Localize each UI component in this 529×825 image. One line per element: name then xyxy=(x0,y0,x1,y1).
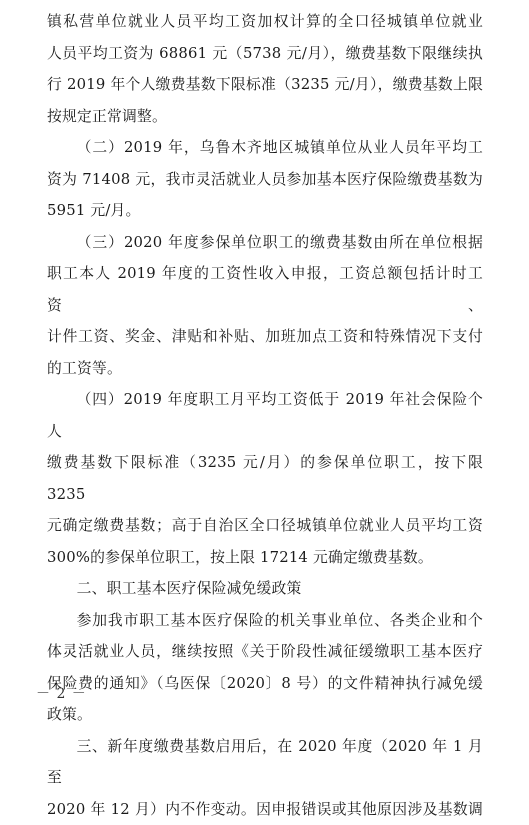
text-line: 人员平均工资为 68861 元（5738 元/月），缴费基数下限继续执 xyxy=(47,38,483,70)
text-line: 按规定正常调整。 xyxy=(47,101,483,133)
policy-line: 参加我市职工基本医疗保险的机关事业单位、各类企业和个 xyxy=(47,605,483,637)
text-line: 职工本人 2019 年度的工资性收入申报，工资总额包括计时工资、 xyxy=(47,258,483,321)
text-line: 缴费基数下限标准（3235 元/月）的参保单位职工，按下限 3235 xyxy=(47,447,483,510)
section-heading: 二、职工基本医疗保险减免缓政策 xyxy=(47,573,483,605)
text-line: 保险费的通知》（乌医保〔2020〕8 号）的文件精神执行减免缓 xyxy=(47,668,483,700)
section-heading-three-line: 三、新年度缴费基数启用后，在 2020 年度（2020 年 1 月至 xyxy=(47,731,483,794)
text-line: 体灵活就业人员，继续按照《关于阶段性减征缓缴职工基本医疗 xyxy=(47,636,483,668)
text-line: 5951 元/月。 xyxy=(47,195,483,227)
text-line: 2020 年 12 月）内不作变动。因申报错误或其他原因涉及基数调 xyxy=(47,794,483,825)
text-line: 的工资等。 xyxy=(47,353,483,385)
page-number: － 2 － xyxy=(36,683,87,703)
text-line: 镇私营单位就业人员平均工资加权计算的全口径城镇单位就业 xyxy=(47,6,483,38)
section-two-line: （二）2019 年，乌鲁木齐地区城镇单位从业人员年平均工 xyxy=(47,132,483,164)
section-four-line: （四）2019 年度职工月平均工资低于 2019 年社会保险个人 xyxy=(47,384,483,447)
text-line: 政策。 xyxy=(47,699,483,731)
body-text xyxy=(47,6,483,825)
section-three-line: （三）2020 年度参保单位职工的缴费基数由所在单位根据 xyxy=(47,227,483,259)
text-line: 300%的参保单位职工，按上限 17214 元确定缴费基数。 xyxy=(47,542,483,574)
text-line: 行 2019 年个人缴费基数下限标准（3235 元/月），缴费基数上限 xyxy=(47,69,483,101)
text-line: 计件工资、奖金、津贴和补贴、加班加点工资和特殊情况下支付 xyxy=(47,321,483,353)
text-line: 元确定缴费基数；高于自治区全口径城镇单位就业人员平均工资 xyxy=(47,510,483,542)
text-line: 资为 71408 元，我市灵活就业人员参加基本医疗保险缴费基数为 xyxy=(47,164,483,196)
